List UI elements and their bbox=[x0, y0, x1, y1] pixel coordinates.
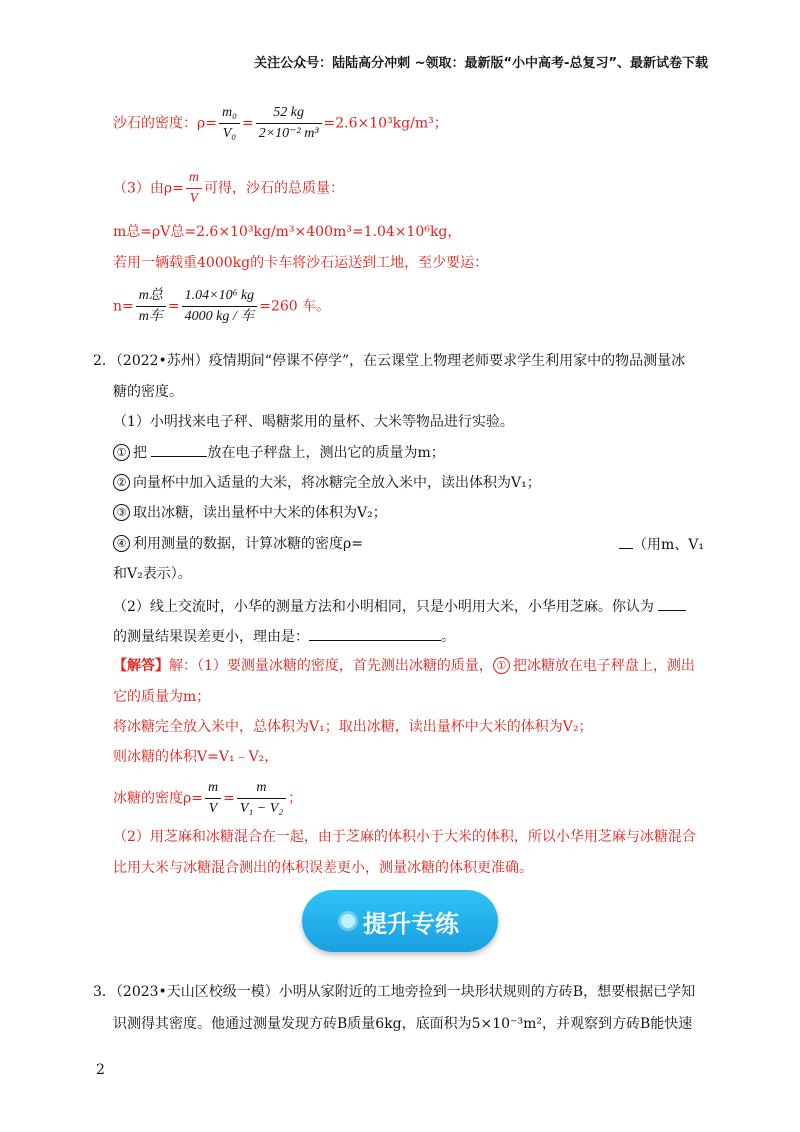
q2-line1: 2．（2022•苏州）疫情期间“停课不停学”，在云课堂上物理老师要求学生利用家中的物品测量冰 bbox=[93, 353, 686, 369]
part2-text-a: （2）线上交流时，小华的测量方法和小明相同，只是小明用大米，小华用芝麻。你认为 bbox=[113, 599, 659, 615]
q2-part2-line1 bbox=[113, 596, 686, 617]
q2-step4-tail bbox=[619, 534, 704, 555]
frac-den: V bbox=[208, 801, 218, 816]
step-number: ④ bbox=[113, 535, 130, 552]
density-formula: 沙石的密度：ρ= $\frac{\text{m₀}}{\text{V₀}}$ = $\frac{52 kg}{\text{2×10⁻² m³}}$ =2.6×10³kg/m³； bbox=[113, 103, 448, 144]
step-number: ③ bbox=[113, 504, 130, 521]
frac-num: m bbox=[205, 778, 221, 799]
step1-text-a: 把 bbox=[133, 445, 152, 461]
q2-step1 bbox=[113, 442, 445, 463]
q2-line3: （1）小明找来电子秤、喝糖浆用的量杯、大米等物品进行实验。 bbox=[113, 414, 514, 430]
part2-text-c: 。 bbox=[441, 629, 455, 645]
answer-line2: 它的质量为m； bbox=[113, 689, 211, 705]
frac-num: m bbox=[237, 778, 286, 799]
frac-num: m总 bbox=[136, 286, 166, 307]
q2-step2 bbox=[113, 473, 541, 493]
truck-line: 若用一辆载重4000kg的卡车将沙石运送到工地，至少要运： bbox=[113, 255, 489, 271]
q2-step4 bbox=[113, 534, 363, 554]
density-label: 沙石的密度：ρ= bbox=[113, 115, 217, 132]
formula-end: ； bbox=[288, 790, 303, 807]
q2-part2-line2 bbox=[113, 626, 455, 647]
frac-52kg bbox=[256, 103, 322, 144]
frac-den: 4000 kg / 车 bbox=[184, 309, 255, 324]
n-result: =260 车。 bbox=[259, 298, 331, 315]
page-number: 2 bbox=[96, 1062, 105, 1078]
badge-icon bbox=[341, 914, 355, 928]
n-label: n= bbox=[113, 298, 134, 315]
step3-line bbox=[113, 168, 344, 209]
frac-m-v bbox=[186, 168, 202, 209]
frac-num: m₀ bbox=[219, 103, 240, 124]
answer-blank[interactable] bbox=[309, 626, 441, 641]
answer-line3: 将冰糖完全放入米中，总体积为V₁；取出冰糖，读出量杯中大米的体积为V₂； bbox=[113, 719, 593, 735]
step4-text-b: （用m、V₁ bbox=[633, 537, 704, 553]
step2-text: 向量杯中加入适量的大米，将冰糖完全放入米中，读出体积为V₁； bbox=[133, 475, 541, 491]
step-number: ① bbox=[113, 444, 130, 461]
q2-step3 bbox=[113, 503, 387, 523]
step3-rest: 可得，沙石的总质量： bbox=[204, 180, 344, 197]
part2-text-b: 的测量结果误差更小，理由是： bbox=[113, 629, 309, 645]
answer-line7: 比用大米与冰糖混合测出的体积误差更小，测量冰糖的体积更准确。 bbox=[113, 860, 533, 876]
frac-trips bbox=[182, 286, 258, 327]
frac-den: m车 bbox=[138, 309, 163, 324]
mass-calc: m总=ρV总=2.6×10³kg/m³×400m³=1.04×10⁶kg， bbox=[113, 224, 462, 240]
answer-line6: （2）用芝麻和冰糖混合在一起，由于芝麻的体积小于大米的体积，所以小华用芝麻与冰糖混合 bbox=[113, 829, 696, 845]
frac-den: 2×10⁻² m³ bbox=[258, 126, 319, 141]
step3-label: （3）由ρ= bbox=[113, 180, 184, 197]
trips-formula: n= $\frac{\text{m总}}{\text{m车}}$ = $\frac{\text{1.04×10⁶ kg}}{\text{4000 kg / 车}}$ =260 车。 bbox=[113, 286, 330, 327]
frac-num: 52 kg bbox=[256, 103, 322, 124]
frac-m-v bbox=[205, 778, 221, 819]
badge-label: 提升专练 bbox=[363, 909, 459, 938]
frac-mtotal-mtruck bbox=[136, 286, 166, 327]
step-number: ② bbox=[113, 474, 130, 491]
answer-line1 bbox=[113, 656, 695, 676]
frac-den: V bbox=[189, 191, 199, 206]
q3-line1: 3．（2023•天山区校级一模）小明从家附近的工地旁捡到一块形状规则的方砖B，想要根据已学知 bbox=[93, 984, 696, 1000]
q2-step4-line2: 和V₂表示）。 bbox=[113, 566, 192, 582]
practice-badge bbox=[302, 890, 498, 952]
page-header: 关注公众号：陆陆高分冲刺 ~领取：最新版“小中高考-总复习”、最新试卷下载 bbox=[254, 56, 708, 71]
answer-density-formula: 冰糖的密度ρ= $\frac{m}{V}$ = $\frac{m}{\text{V₁ − V₂}}$ ； bbox=[113, 778, 302, 819]
frac-m0-v0 bbox=[219, 103, 240, 144]
frac-num: m bbox=[186, 168, 202, 189]
step3-text: 取出冰糖，读出量杯中大米的体积为V₂； bbox=[133, 505, 387, 521]
step1-text-b: 放在电子秤盘上，测出它的质量为m； bbox=[207, 445, 445, 461]
step4-text-a: 利用测量的数据，计算冰糖的密度ρ= bbox=[133, 536, 363, 552]
answer-line4: 则冰糖的体积V=V₁﹣V₂， bbox=[113, 749, 279, 765]
density-label: 冰糖的密度ρ= bbox=[113, 790, 203, 807]
answer-blank[interactable] bbox=[151, 442, 207, 457]
answer-text-b: 把冰糖放在电子秤盘上，测出 bbox=[512, 658, 695, 674]
q2-line2: 糖的密度。 bbox=[113, 384, 183, 400]
answer-blank[interactable] bbox=[658, 596, 686, 611]
density-result: =2.6×10³kg/m³； bbox=[323, 115, 448, 132]
frac-den: V₁ − V₂ bbox=[239, 801, 284, 816]
answer-blank[interactable] bbox=[619, 534, 633, 549]
frac-num: 1.04×10⁶ kg bbox=[182, 286, 258, 307]
step-number: ① bbox=[493, 657, 510, 674]
frac-m-v1-v2 bbox=[237, 778, 286, 819]
answer-tag: 【解答】 bbox=[113, 658, 169, 674]
frac-den: V₀ bbox=[222, 126, 237, 141]
answer-text-a: 解：（1）要测量冰糖的密度，首先测出冰糖的质量， bbox=[169, 658, 493, 674]
q3-line2: 识测得其密度。他通过测量发现方砖B质量6kg，底面积为5×10⁻³m²，并观察到方砖B能快速 bbox=[113, 1016, 693, 1032]
